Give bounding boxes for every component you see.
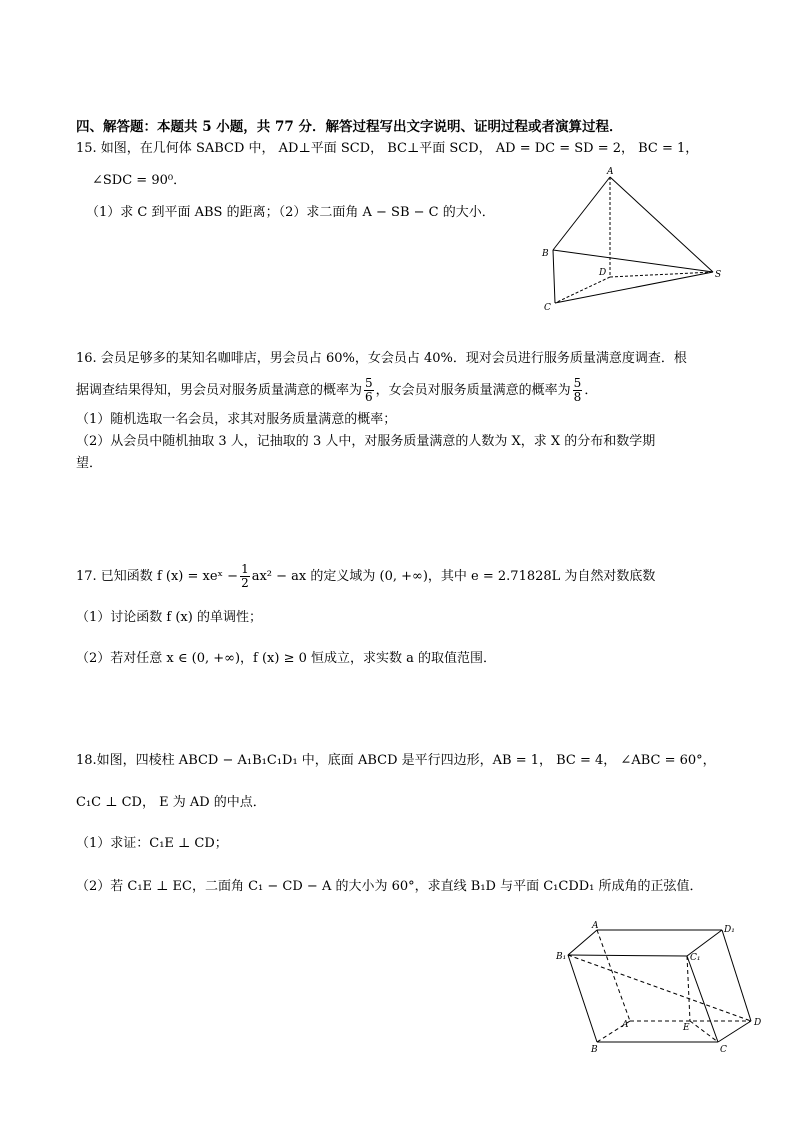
p16-fraction-female [573,377,583,404]
label-D1: D₁ [724,925,735,935]
p15-solid-figure [536,164,730,316]
p16-line4: （2）从会员中随机抽取 3 人，记抽取的 3 人中，对服务质量满意的人数为 X，求 X 的分布和数学期 [76,434,656,449]
p15-line3: （1）求 C 到平面 ABS 的距离；（2）求二面角 A − SB − C 的大小． [86,205,495,220]
p18-line1: 18.如图，四棱柱 ABCD − A₁B₁C₁D₁ 中，底面 ABCD 是平行四边形，AB = 1， BC = 4， ∠ABC = 60°， [76,753,716,768]
label-B: B [542,249,549,259]
p17-frac-den: 2 [241,576,249,590]
p17-line1-text-b: ax² − ax 的定义域为 (0, +∞)，其中 e = 2.71828L 为自然对数底数 [251,569,656,584]
edge-C1C [687,956,718,1042]
p16-frac2-den: 8 [573,390,582,404]
edge-BS [553,250,713,272]
p18-line2: C₁C ⊥ CD， E 为 AD 的中点． [76,795,266,810]
p16-frac2-num: 5 [573,376,582,390]
label-B: B [591,1045,598,1055]
p15-line1: 15. 如图，在几何体 SABCD 中， AD⊥平面 SCD， BC⊥平面 SCD， AD = DC = SD = 2， BC = 1， [76,141,699,156]
edge-B1C1 [568,955,687,956]
edge-B1A1 [568,930,597,955]
p17-line1 [76,562,655,592]
label-A1: A [592,921,599,931]
p16-line2 [76,376,597,406]
p16-fraction-male [364,377,374,404]
label-E: E [683,1023,690,1033]
edge-CD [718,1021,751,1042]
edge-DC-hidden [555,277,610,303]
edge-AS [610,177,713,272]
p18-prism-figure [556,918,766,1058]
p18-line3: （1）求证：C₁E ⊥ CD； [76,836,228,851]
p18-line4: （2）若 C₁E ⊥ EC，二面角 C₁ − CD − A 的大小为 60°，求直线 B₁D 与平面 C₁CDD₁ 所成角的正弦值． [76,879,703,894]
p17-line3: （2）若对任意 x ∈ (0, +∞)，f (x) ≥ 0 恒成立，求实数 a 的取值范围． [76,651,497,666]
p16-line2-text-b: ，女会员对服务质量满意的概率为 [375,383,571,398]
label-D: D [599,268,607,278]
label-C: C [544,303,551,313]
label-C: C [720,1045,727,1055]
edge-DS-hidden [610,272,713,277]
label-D: D [754,1018,762,1028]
p16-line3: （1）随机选取一名会员，求其对服务质量满意的概率； [76,412,397,427]
edge-BC [553,250,555,303]
p17-line2: （1）讨论函数 f (x) 的单调性； [76,610,262,625]
label-A: A [607,167,614,177]
p16-line2-text-a: 据调查结果得知，男会员对服务质量满意的概率为 [76,383,363,398]
p17-line1-text-a: 17. 已知函数 f (x) = xeˣ − [76,569,239,584]
label-C1: C₁ [690,953,701,963]
edge-A1A-hidden [597,930,630,1021]
p16-line5: 望． [76,456,103,471]
p17-frac-num: 1 [241,562,249,576]
p17-fraction-half [240,563,250,590]
edge-CS [555,272,713,303]
section-heading: 四、解答题：本题共 5 小题，共 77 分．解答过程写出文字说明、证明过程或者演算过程． [76,119,623,135]
edge-AB [553,177,610,250]
p16-frac1-num: 5 [365,376,373,390]
p15-line2: ∠SDC = 90⁰． [92,173,187,188]
edge-D1D [722,930,751,1021]
label-S: S [715,270,722,280]
edge-B1B [568,955,597,1042]
label-A: A [622,1020,629,1030]
p16-line2-text-c: ． [584,383,598,398]
diag-B1D-hidden [568,955,751,1021]
seg-C1E-hidden [687,956,690,1021]
label-B1: B₁ [556,952,567,962]
p16-frac1-den: 6 [365,390,373,404]
p16-line1: 16. 会员足够多的某知名咖啡店，男会员占 60%，女会员占 40%．现对会员进行服务质量满意度调查．根 [76,351,687,366]
